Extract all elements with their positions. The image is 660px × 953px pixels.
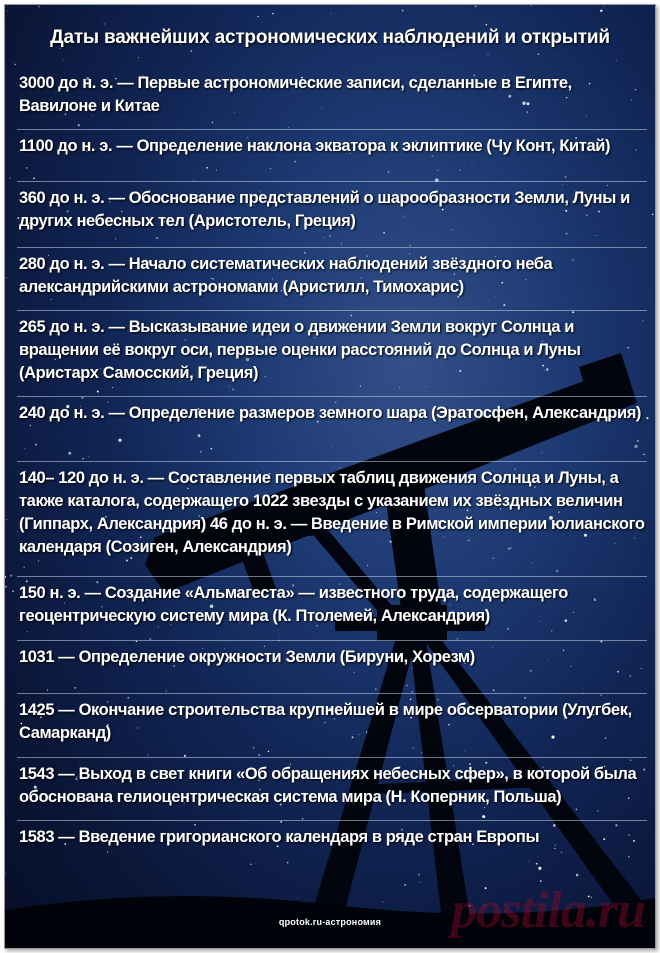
timeline-entry: 240 до н. э. — Определение размеров земного шара (Эратосфен, Александрия) — [17, 397, 647, 462]
timeline-entry: 1425 — Окончание строительства крупнейшей в мире обсерватории (Улугбек, Самарканд) — [17, 694, 647, 758]
timeline-entry: 280 до н. э. — Начало систематических наблюдений звёздного неба александрийскими астрономами (Аристилл, Тимохарис) — [17, 248, 647, 311]
timeline-entry: 1543 — Выход в свет книги «Об обращениях небесных сфер», в которой была обоснована гелиоцентрическая система мира (Н. Коперник, Польша) — [17, 758, 647, 821]
timeline-entry: 1583 — Введение григорианского календаря в ряде стран Европы — [19, 828, 540, 846]
timeline-entry: 1031 — Определение окружности Земли (Бируни, Хорезм) — [17, 641, 647, 694]
timeline-entry: 265 до н. э. — Высказывание идеи о движении Земли вокруг Солнца и вращении её вокруг оси, первые оценки расстояний до Солнца и Луны (Аристарх Самосский, Греция) — [17, 311, 647, 397]
timeline-entry: 140– 120 до н. э. — Составление первых таблиц движения Солнца и Луны, а также каталога, содержащего 1022 звезды с указанием их звёздных величин (Гиппарх, Александрия) 46 до н. э. — Введение в Римской империи юлианского календаря (Созиген, Александрия) — [17, 462, 647, 577]
timeline-entry: 1100 до н. э. — Определение наклона экватора к эклиптике (Чу Конт, Китай) — [17, 130, 647, 182]
source-caption: qpotok.ru-астрономия — [278, 917, 382, 927]
timeline-entry: 360 до н. э. — Обоснование представлений о шарообразности Земли, Луны и других небесных тел (Аристотель, Греция) — [17, 182, 647, 248]
page-title: Даты важнейших астрономических наблюдений и открытий — [50, 27, 610, 48]
timeline-list — [17, 67, 647, 860]
timeline-entry: 150 н. э. — Создание «Альмагеста» — известного труда, содержащего геоцентрическую систему мира (К. Птолемей, Александрия) — [17, 577, 647, 641]
infographic-card — [4, 4, 656, 949]
timeline-entry: 3000 до н. э. — Первые астрономические записи, сделанные в Египте, Вавилоне и Китае — [17, 67, 647, 130]
watermark-logo: postila.ru — [451, 882, 645, 939]
